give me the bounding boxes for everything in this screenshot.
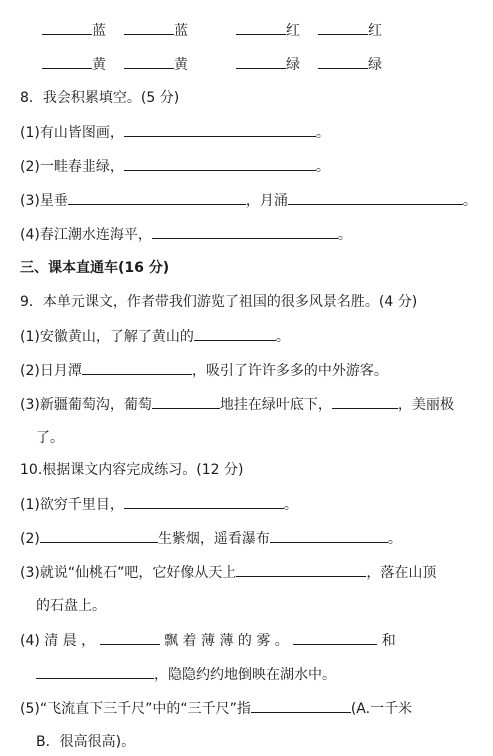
color-fill-5: 黄 [42, 54, 106, 75]
section-title: 三、课本直通车(16 分) [20, 260, 170, 276]
q8-item-4: (4)春江潮水连海平， 。 [20, 224, 352, 245]
answer-blank[interactable] [152, 224, 338, 239]
answer-blank[interactable] [251, 698, 351, 713]
answer-blank[interactable] [42, 54, 92, 69]
color-fill-6: 黄 [124, 54, 188, 75]
q10-title: 10.根据课文内容完成练习。(12 分) [20, 462, 244, 478]
q8-item-1: (1)有山皆图画， 。 [20, 122, 330, 143]
answer-blank[interactable] [318, 54, 368, 69]
q10-item-4: (4) 清 晨 ， 飘 着 薄 薄 的 雾 。 和 [20, 630, 396, 651]
answer-blank[interactable] [40, 528, 158, 543]
q9-item-2: (2)日月潭 ，吸引了许许多多的中外游客。 [20, 360, 388, 381]
q9-item-3: (3)新疆葡萄沟，葡萄 地挂在绿叶底下， ，美丽极 [20, 394, 454, 415]
q10-item-5: (5)“飞流直下三千尺”中的“三千尺”指 (A.一千米 [20, 698, 412, 719]
q8-item-3: (3)星垂 ，月涌 。 [20, 190, 477, 211]
answer-blank[interactable] [194, 326, 276, 341]
answer-blank[interactable] [236, 54, 286, 69]
answer-blank[interactable] [124, 156, 316, 171]
q9-title: 9．本单元课文，作者带我们游览了祖国的很多风景名胜。(4 分) [20, 294, 418, 310]
color-fill-8: 绿 [318, 54, 382, 75]
q9-item-3-cont: 了。 [36, 430, 64, 446]
answer-blank[interactable] [124, 54, 174, 69]
color-fill-4: 红 [318, 20, 382, 41]
answer-blank[interactable] [152, 394, 220, 409]
q10-item-3-cont: 的石盘上。 [36, 598, 106, 614]
color-fill-1: 蓝 [42, 20, 106, 41]
color-fill-3: 红 [236, 20, 300, 41]
answer-blank[interactable] [288, 190, 463, 205]
answer-blank[interactable] [293, 630, 377, 645]
q10-item-5-cont: B．很高很高)。 [36, 734, 136, 750]
answer-blank[interactable] [42, 20, 92, 35]
q8-title: 8．我会积累填空。(5 分) [20, 90, 180, 106]
answer-blank[interactable] [124, 494, 284, 509]
answer-blank[interactable] [36, 664, 154, 679]
color-fill-7: 绿 [236, 54, 300, 75]
q9-item-1: (1)安徽黄山，了解了黄山的 。 [20, 326, 290, 347]
answer-blank[interactable] [236, 562, 366, 577]
q8-item-2: (2)一畦春韭绿， 。 [20, 156, 330, 177]
answer-blank[interactable] [270, 528, 388, 543]
answer-blank[interactable] [82, 360, 192, 375]
q10-item-4-cont: ，隐隐约约地倒映在湖水中。 [36, 664, 336, 685]
answer-blank[interactable] [318, 20, 368, 35]
answer-blank[interactable] [124, 20, 174, 35]
color-fill-2: 蓝 [124, 20, 188, 41]
answer-blank[interactable] [68, 190, 246, 205]
q10-item-3: (3)就说“仙桃石”吧，它好像从天上 ，落在山顶 [20, 562, 436, 583]
answer-blank[interactable] [236, 20, 286, 35]
answer-blank[interactable] [100, 630, 160, 645]
q10-item-1: (1)欲穷千里目， 。 [20, 494, 298, 515]
answer-blank[interactable] [332, 394, 398, 409]
answer-blank[interactable] [124, 122, 316, 137]
q10-item-2: (2) 生紫烟，遥看瀑布 。 [20, 528, 402, 549]
